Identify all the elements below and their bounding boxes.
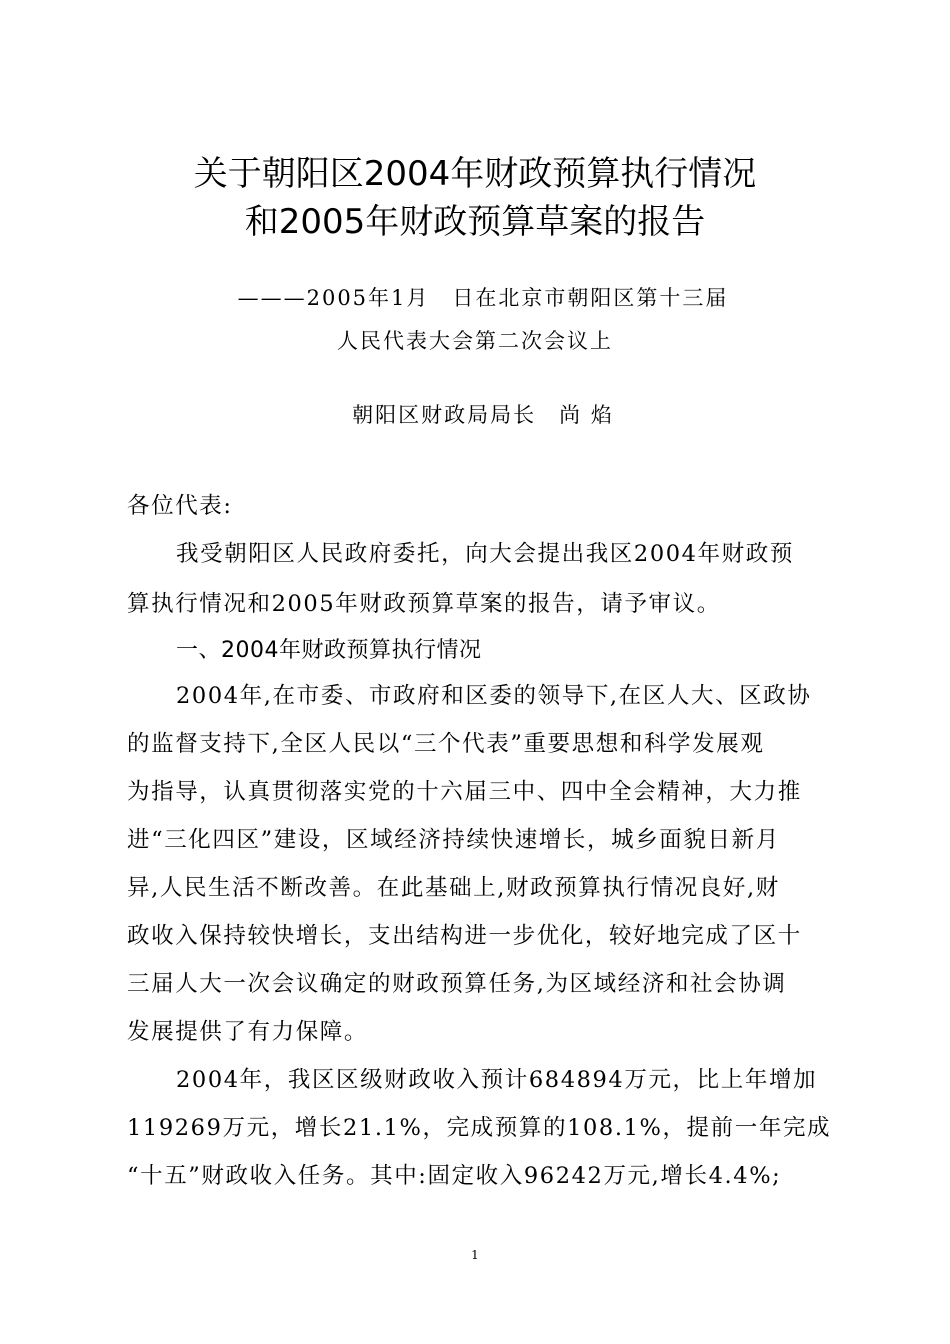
paragraph-line: “十五”财政收入任务。其中:固定收入96242万元,增长4.4%; [127, 1163, 782, 1189]
paragraph-line: 2004年，我区区级财政收入预计684894万元，比上年增加 [176, 1067, 818, 1093]
report-title-line-1: 关于朝阳区2004年财政预算执行情况 [193, 154, 757, 194]
author-line: 朝阳区财政局局长 尚 焰 [352, 403, 614, 427]
paragraph-line: 的监督支持下,全区人民以“三个代表”重要思想和科学发展观 [127, 731, 765, 757]
intro-line: 我受朝阳区人民政府委托，向大会提出我区2004年财政预 [176, 541, 794, 567]
subtitle-line-1: ———2005年1月 日在北京市朝阳区第十三届 [237, 286, 729, 310]
paragraph-line: 政收入保持较快增长，支出结构进一步优化，较好地完成了区十 [127, 923, 802, 949]
paragraph-line: 为指导，认真贯彻落实党的十六届三中、四中全会精神，大力推 [127, 779, 802, 805]
salutation: 各位代表: [127, 493, 233, 519]
paragraph-line: 发展提供了有力保障。 [127, 1019, 369, 1045]
paragraph-line: 异,人民生活不断改善。在此基础上,财政预算执行情况良好,财 [127, 875, 780, 901]
report-title-line-2: 和2005年财政预算草案的报告 [244, 202, 706, 242]
paragraph-line: 119269万元，增长21.1%，完成预算的108.1%，提前一年完成 [127, 1115, 832, 1141]
paragraph-line: 2004年,在市委、市政府和区委的领导下,在区人大、区政协 [176, 683, 812, 709]
intro-line: 算执行情况和2005年财政预算草案的报告，请予审议。 [127, 591, 721, 617]
paragraph-line: 三届人大一次会议确定的财政预算任务,为区域经济和社会协调 [127, 971, 787, 997]
subtitle-line-2: 人民代表大会第二次会议上 [337, 329, 613, 353]
paragraph-line: 进“三化四区”建设，区域经济持续快速增长，城乡面貌日新月 [127, 827, 780, 853]
section-heading: 一、2004年财政预算执行情况 [176, 638, 482, 663]
page-number: 1 [471, 1248, 479, 1262]
